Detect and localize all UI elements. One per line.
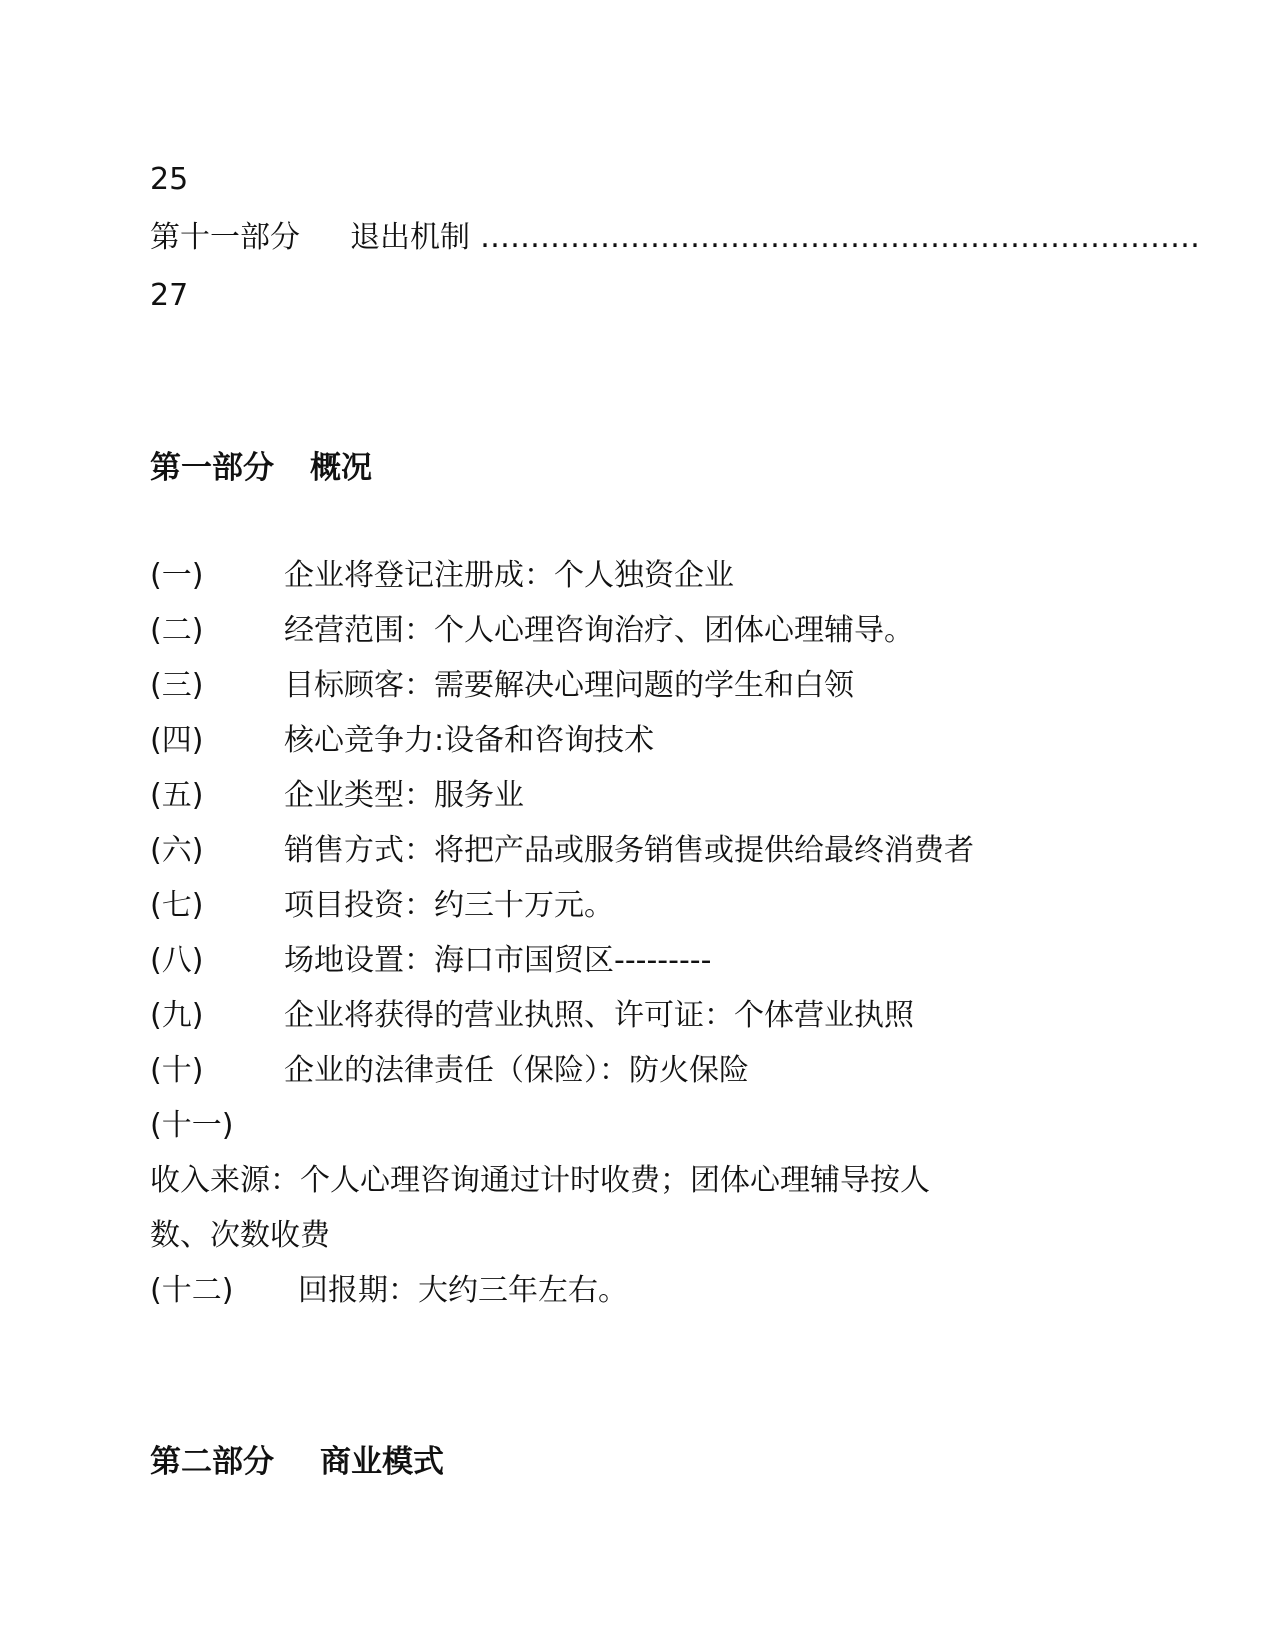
toc-entry-page-number: 27 — [150, 278, 189, 313]
list-item-text: 场地设置：海口市国贸区--------- — [284, 943, 712, 978]
list-item — [150, 611, 914, 651]
toc-leader-dots: ……………………………………………………………… — [480, 220, 1200, 255]
section-part-label: 第一部分 — [150, 450, 274, 486]
list-item-text: 企业将获得的营业执照、许可证：个体营业执照 — [284, 998, 914, 1033]
list-item-number: (六) — [150, 833, 204, 868]
list-item — [150, 831, 974, 871]
list-item-text: 企业将登记注册成：个人独资企业 — [284, 558, 734, 593]
list-item — [150, 996, 914, 1036]
section-heading-2 — [150, 1442, 444, 1482]
toc-title: 退出机制 — [350, 220, 470, 255]
section-title: 概况 — [310, 450, 372, 486]
list-item-text: 核心竞争力:设备和咨询技术 — [284, 723, 655, 758]
list-item-text: 目标顾客：需要解决心理问题的学生和白领 — [284, 668, 854, 703]
list-item — [150, 666, 854, 706]
list-item — [150, 1051, 749, 1091]
list-item — [150, 1271, 628, 1311]
toc-entry[interactable] — [150, 218, 1200, 258]
list-item-number: (九) — [150, 998, 204, 1033]
list-item-11-text-line1: 收入来源：个人心理咨询通过计时收费；团体心理辅导按人 — [150, 1163, 930, 1198]
section-heading-1 — [150, 448, 372, 488]
list-item-number: (十) — [150, 1053, 204, 1088]
list-item-number: (三) — [150, 668, 204, 703]
list-item-number: (八) — [150, 943, 204, 978]
section-title: 商业模式 — [320, 1444, 444, 1480]
list-item — [150, 941, 711, 981]
list-item-text: 回报期：大约三年左右。 — [298, 1273, 628, 1308]
list-item-number: (七) — [150, 888, 204, 923]
list-item-text: 企业类型：服务业 — [284, 778, 524, 813]
list-item-text: 销售方式：将把产品或服务销售或提供给最终消费者 — [284, 833, 974, 868]
toc-part-label: 第十一部分 — [150, 220, 300, 255]
list-item-number: (十二) — [150, 1273, 234, 1308]
list-item-text: 项目投资：约三十万元。 — [284, 888, 614, 923]
list-item-text: 企业的法律责任（保险）：防火保险 — [284, 1053, 749, 1088]
list-item-number: (二) — [150, 613, 204, 648]
list-item-number: (一) — [150, 558, 204, 593]
list-item — [150, 776, 524, 816]
list-item — [150, 556, 734, 596]
list-item-11-number: (十一) — [150, 1108, 234, 1143]
list-item — [150, 886, 614, 926]
list-item-11-text-line2: 数、次数收费 — [150, 1218, 330, 1253]
list-item-number: (四) — [150, 723, 204, 758]
list-item — [150, 721, 654, 761]
toc-page-number: 25 — [150, 162, 189, 197]
list-item-text: 经营范围：个人心理咨询治疗、团体心理辅导。 — [284, 613, 914, 648]
list-item-number: (五) — [150, 778, 204, 813]
section-part-label: 第二部分 — [150, 1444, 274, 1480]
